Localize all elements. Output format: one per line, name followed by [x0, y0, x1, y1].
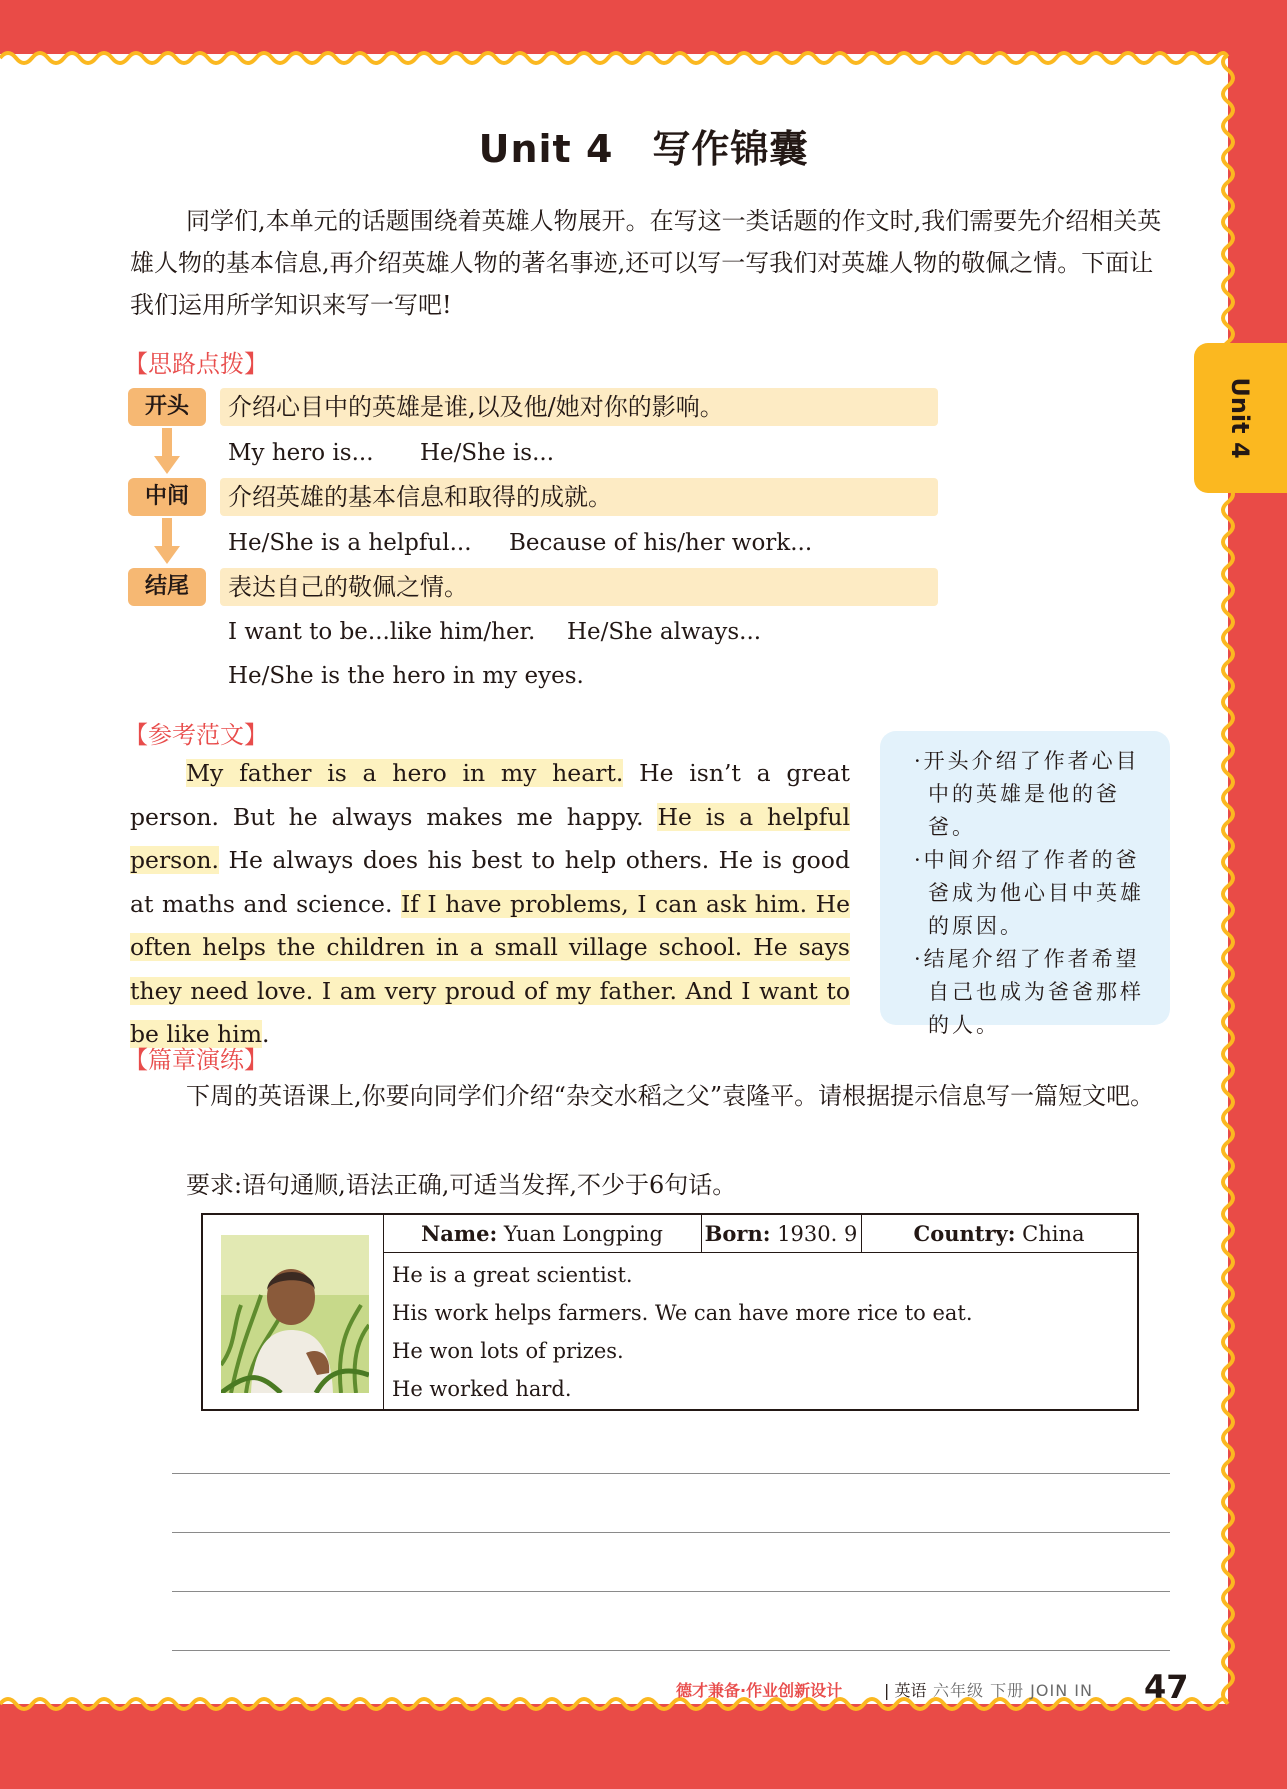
- name-value: Yuan Longping: [503, 1222, 663, 1246]
- page-title: Unit 4 写作锦囊: [478, 127, 809, 171]
- born-value: 1930. 9: [777, 1222, 858, 1246]
- fact-line: He worked hard.: [392, 1377, 572, 1401]
- essay-highlight-middle: He is a helpful person.: [130, 802, 850, 874]
- unit-side-tab: [1194, 343, 1287, 493]
- section-practice-heading: 【篇章演练】: [124, 1046, 268, 1074]
- essay-text: He always does his best to help others. He is good at maths and science.: [130, 846, 850, 918]
- step-middle-label: 中间: [128, 478, 206, 516]
- top-wave-border: [0, 48, 1228, 68]
- essay-highlight-opening: My father is a hero in my heart.: [186, 759, 624, 787]
- step-opening-label: 开头: [128, 388, 206, 426]
- info-header-row: [383, 1215, 1137, 1253]
- page-footer: [676, 1668, 1189, 1708]
- writing-line[interactable]: [172, 1532, 1170, 1533]
- step-ending-tip-1: I want to be...like him/her.: [228, 619, 536, 645]
- step-opening-tip-2: He/She is...: [420, 440, 555, 466]
- step-middle-tip-1: He/She is a helpful...: [228, 530, 472, 556]
- step-opening-text: 介绍心目中的英雄是谁,以及他/她对你的影响。: [220, 388, 938, 426]
- photo-cell: [203, 1215, 384, 1409]
- step-ending-tip-3: He/She is the hero in my eyes.: [228, 663, 584, 689]
- footer-brand: 德才兼备·作业创新设计: [676, 1681, 843, 1700]
- step-ending-tip-2: He/She always...: [567, 619, 762, 645]
- name-cell: [383, 1215, 701, 1252]
- step-ending-label: 结尾: [128, 568, 206, 606]
- note-item-opening: ·开头介绍了作者心目中的英雄是他的爸爸。: [914, 749, 1140, 839]
- footer-grade: 六年级 下册 JOIN IN: [933, 1681, 1093, 1700]
- step-ending-text: 表达自己的敬佩之情。: [220, 568, 938, 606]
- practice-task: 下周的英语课上,你要向同学们介绍“杂交水稻之父”袁隆平。请根据提示信息写一篇短文吧。: [186, 1082, 1155, 1110]
- page-number: 47: [1144, 1668, 1189, 1706]
- writing-line[interactable]: [172, 1591, 1170, 1592]
- section-thinking-heading: 【思路点拨】: [124, 350, 268, 378]
- fact-line: He is a great scientist.: [392, 1263, 633, 1287]
- step-middle-tip-2: Because of his/her work...: [509, 530, 813, 556]
- unit-side-tab-label: Unit 4: [1226, 377, 1254, 459]
- analysis-note-box: [880, 731, 1170, 1037]
- note-item-middle: ·中间介绍了作者的爸爸成为他心目中英雄的原因。: [914, 848, 1144, 938]
- born-label: Born:: [704, 1221, 771, 1246]
- right-wave-border: [1218, 54, 1238, 1704]
- step-middle-text: 介绍英雄的基本信息和取得的成就。: [220, 478, 938, 516]
- footer-subject: | 英语: [884, 1681, 927, 1700]
- fact-line: He won lots of prizes.: [392, 1339, 624, 1363]
- note-item-ending: ·结尾介绍了作者希望自己也成为爸爸那样的人。: [914, 947, 1144, 1037]
- practice-requirement: 要求:语句通顺,语法正确,可适当发挥,不少于6句话。: [186, 1171, 737, 1199]
- intro-paragraph: 同学们,本单元的话题围绕着英雄人物展开。在写这一类话题的作文时,我们需要先介绍相关英雄人物的基本信息,再介绍英雄人物的著名事迹,还可以写一写我们对英雄人物的敬佩之情。下面让我们运用所学知识来写一写吧!: [130, 207, 1162, 319]
- section-sample-heading: 【参考范文】: [124, 721, 268, 749]
- country-label: Country:: [913, 1221, 1016, 1246]
- down-arrow-icon: [154, 518, 180, 564]
- essay-highlight-ending: If I have problems, I can ask him. He often helps the children in a small village school. He says they need love. I am very proud of my father. And I want to be like him: [130, 889, 851, 1048]
- country-cell: [861, 1215, 1137, 1252]
- writing-line[interactable]: [172, 1650, 1170, 1651]
- info-table: [201, 1213, 1139, 1411]
- born-cell: [701, 1215, 861, 1252]
- name-label: Name:: [421, 1221, 498, 1246]
- sample-essay: [130, 752, 850, 1057]
- country-value: China: [1022, 1222, 1085, 1246]
- portrait-photo: [221, 1235, 369, 1393]
- down-arrow-icon: [154, 428, 180, 474]
- essay-text: He isn’t a great person. But he always makes me happy.: [130, 759, 850, 831]
- fact-line: His work helps farmers. We can have more rice to eat.: [392, 1301, 973, 1325]
- essay-text: .: [262, 1020, 270, 1048]
- writing-line[interactable]: [172, 1473, 1170, 1474]
- step-opening-tip-1: My hero is...: [228, 440, 374, 466]
